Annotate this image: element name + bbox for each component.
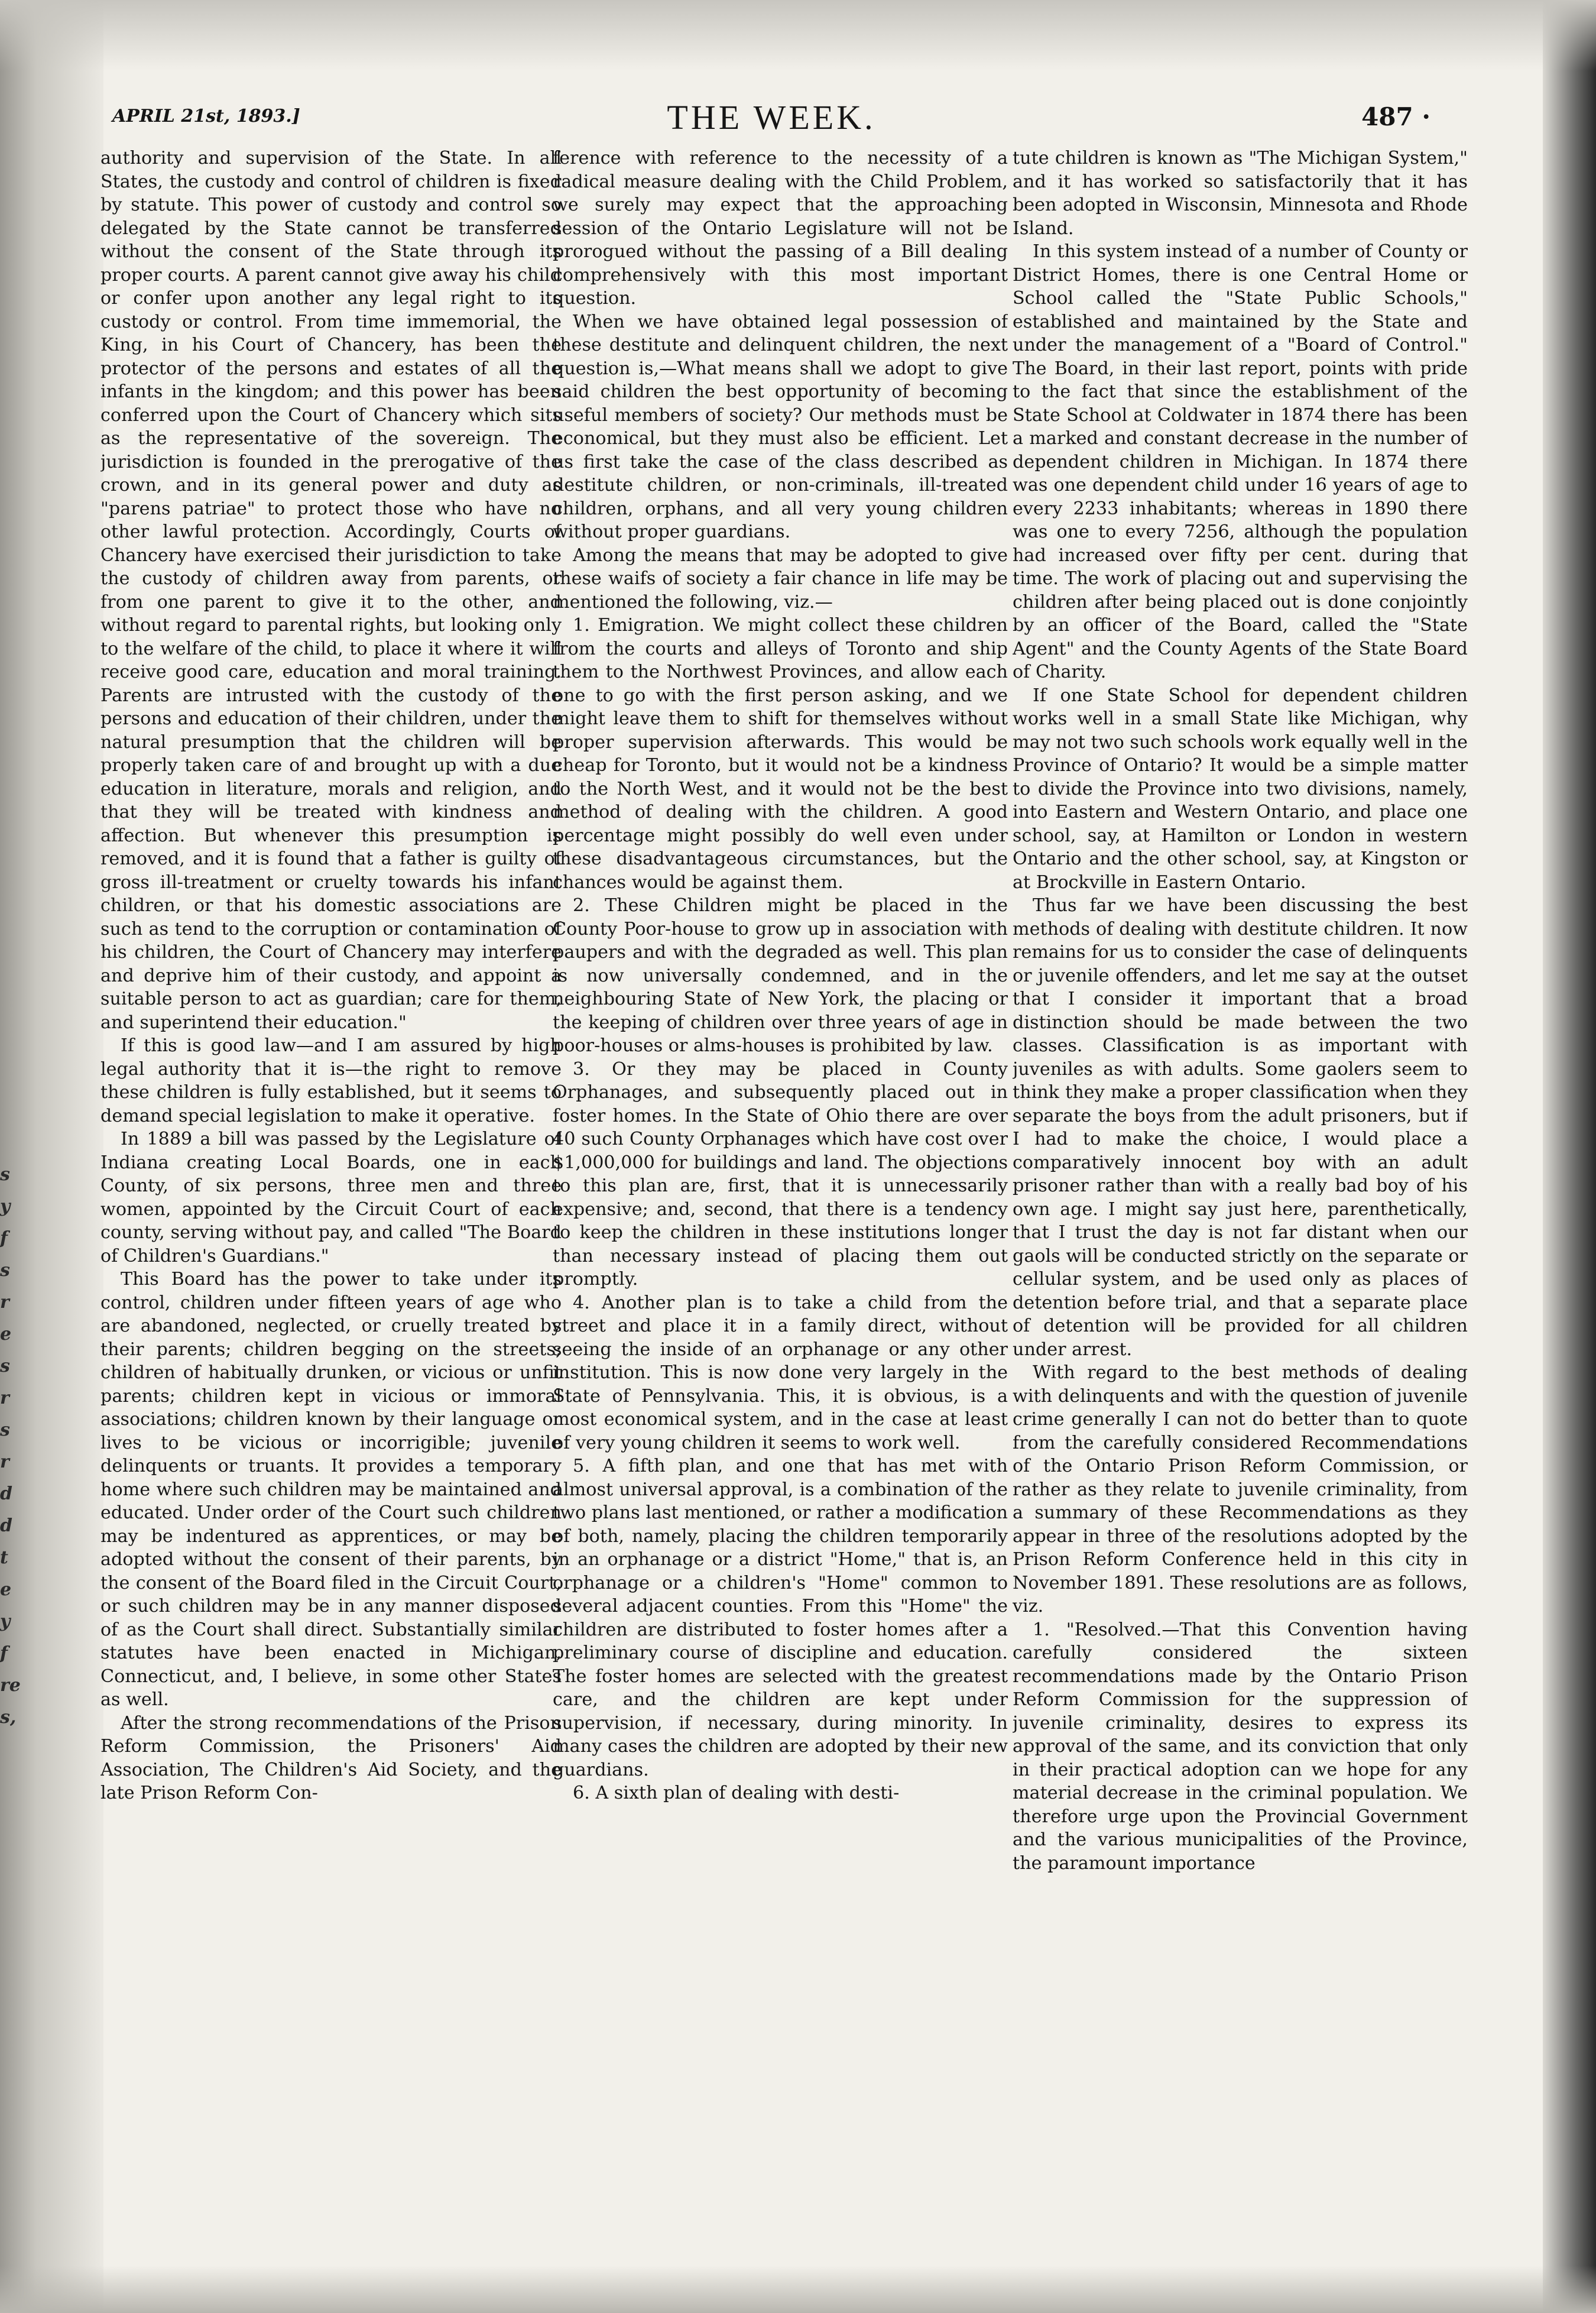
margin-fragment: s, bbox=[0, 1707, 17, 1728]
margin-fragment: s bbox=[0, 1260, 10, 1281]
margin-fragments bbox=[0, 1159, 24, 1734]
margin-fragment: re bbox=[0, 1675, 21, 1696]
margin-fragment: f bbox=[0, 1643, 8, 1664]
margin-fragment: t bbox=[0, 1547, 8, 1568]
paragraph: 5. A fifth plan, and one that has met with almost universal approval, is a combination of the two plans last mentioned, or rather a modification of both, namely, placing the children temporarily in an orphanage or a district "Home," that is, an orphanage or a children's "Home" common to several adjacent counties. From this "Home" the children are distributed to foster homes after a preliminary course of discipline and education. The foster homes are selected with the greatest care, and the children are kept under supervision, if necessary, during minority. In many cases the children are adopted by their new guardians. bbox=[553, 1456, 1008, 1780]
text-column-1 bbox=[100, 147, 562, 2299]
paragraph: Thus far we have been discussing the best methods of dealing with destitute children. It now remains for us to consider the case of delinquents or juvenile offenders, and let me say at the outset that I consider it important that a broad distinction should be made between the two classes. Classification is as important with juveniles as with adults. Some gaolers seem to think they make a proper classification when they separate the boys from the adult prisoners, but if I had to make the choice, I would place a comparatively innocent boy with an adult prisoner rather than with a really bad boy of his own age. I might say just here, parenthetically, that I trust the day is not far distant when our gaols will be conducted strictly on the separate or cellular system, and be used only as places of detention before trial, and that a separate place of detention will be provided for all children under arrest. bbox=[1013, 895, 1468, 1360]
margin-fragment: r bbox=[0, 1388, 9, 1408]
paragraph: tute children is known as "The Michigan System," and it has worked so satisfactorily that it has been adopted in Wisconsin, Minnesota and Rhode Island. bbox=[1013, 148, 1468, 239]
margin-fragment: e bbox=[0, 1324, 12, 1345]
page-shadow-top bbox=[0, 0, 1596, 71]
paragraph: authority and supervision of the State. In all States, the custody and control of children is fixed by statute. This power of custody and control so delegated by the State cannot be transferred without the consent of the State through its proper courts. A parent cannot give away his child or confer upon another any legal right to its custody or control. From time immemorial, the King, in his Court of Chancery, has been the protector of the persons and estates of all the infants in the kingdom; and this power has been conferred upon the Court of Chancery which sits as the representative of the sovereign. The jurisdiction is founded in the prerogative of the crown, and in its general power and duty as "parens patriae" to protect those who have no other lawful protection. Accordingly, Courts of Chancery have exercised their jurisdiction to take the custody of children away from parents, or from one parent to give it to the other, and without regard to parental rights, but looking only to the welfare of the child, to place it where it will receive good care, education and moral training. Parents are intrusted with the custody of the persons and education of their children, under the natural presumption that the children will be properly taken care of and brought up with a due education in literature, morals and religion, and that they will be treated with kindness and affection. But whenever this presumption is removed, and it is found that a father is guilty of gross ill-treatment or cruelty towards his infant children, or that his domestic associations are such as tend to the corruption or contamination of his children, the Court of Chancery may interfere and deprive him of their custody, and appoint a suitable person to act as guardian; care for them, and superintend their education." bbox=[100, 148, 562, 1033]
margin-fragment: d bbox=[0, 1483, 12, 1504]
paragraph: Among the means that may be adopted to give these waifs of society a fair chance in life may be mentioned the following, viz.— bbox=[553, 545, 1008, 613]
margin-fragment: y bbox=[0, 1611, 11, 1632]
paragraph: 6. A sixth plan of dealing with desti- bbox=[573, 1783, 900, 1803]
page-edge-shadow-right bbox=[1543, 0, 1596, 2313]
margin-fragment: d bbox=[0, 1515, 12, 1536]
margin-fragment: r bbox=[0, 1292, 9, 1313]
paragraph: With regard to the best methods of dealing with delinquents and with the question of juvenile crime generally I can not do better than to quote from the carefully considered Recommendations of the Ontario Prison Reform Commission, or rather as they relate to juvenile criminality, from a summary of these Recommendations as they appear in three of the resolutions adopted by the Prison Reform Conference held in this city in November 1891. These resolutions are as follows, viz. bbox=[1013, 1362, 1468, 1616]
paragraph: This Board has the power to take under its control, children under fifteen years of age who are abandoned, neglected, or cruelly treated by their parents; children begging on the streets; children of habitually drunken, or vicious or unfit parents; children kept in vicious or immoral associations; children known by their language or lives to be vicious or incorrigible; juvenile delinquents or truants. It provides a temporary home where such children may be maintained and educated. Under order of the Court such children may be indentured as apprentices, or may be adopted without the consent of their parents, by the consent of the Board filed in the Circuit Court, or such children may be in any manner disposed of as the Court shall direct. Substantially similar statutes have been enacted in Michigan, Connecticut, and, I believe, in some other States as well. bbox=[100, 1269, 562, 1710]
paragraph: In 1889 a bill was passed by the Legislature of Indiana creating Local Boards, one in each County, of six persons, three men and three women, appointed by the Circuit Court of each county, serving without pay, and called "The Board of Children's Guardians." bbox=[100, 1129, 562, 1266]
margin-fragment: s bbox=[0, 1164, 10, 1185]
paragraph: After the strong recommendations of the Prison Reform Commission, the Prisoners' Aid Association, The Children's Aid Society, and the late Prison Reform Con- bbox=[100, 1712, 562, 1803]
paragraph: ference with reference to the necessity of a radical measure dealing with the Child Problem, we surely may expect that the approaching session of the Ontario Legislature will not be prorogued without the passing of a Bill dealing comprehensively with this most important question. bbox=[553, 148, 1008, 309]
margin-fragment: s bbox=[0, 1420, 10, 1440]
issue-date: APRIL 21st, 1893.] bbox=[112, 106, 300, 127]
text-column-3 bbox=[1013, 147, 1468, 2299]
margin-fragment: y bbox=[0, 1196, 11, 1217]
paragraph: When we have obtained legal possession of these destitute and delinquent children, the next question is,—What means shall we adopt to give said children the best opportunity of becoming useful members of society? Our methods must be economical, but they must also be efficient. Let us first take the case of the class described as destitute children, or non-criminals, ill-treated children, orphans, and all very young children without proper guardians. bbox=[553, 311, 1008, 542]
paragraph: 4. Another plan is to take a child from the street and place it in a family direct, without seeing the inside of an orphanage or any other institution. This is now done very largely in the State of Pennsylvania. This, it is obvious, is a most economical system, and in the case at least of very young children it seems to work well. bbox=[553, 1292, 1008, 1453]
margin-fragment: r bbox=[0, 1452, 9, 1472]
paragraph: 3. Or they may be placed in County Orphanages, and subsequently placed out in foster homes. In the State of Ohio there are over 40 such County Orphanages which have cost over $1,000,000 for buildings and land. The objections to this plan are, first, that it is unnecessarily expensive; and, second, that there is a tendency to keep the children in these institutions longer than necessary instead of placing them out promptly. bbox=[553, 1058, 1008, 1290]
page-header bbox=[112, 98, 1430, 145]
margin-fragment: e bbox=[0, 1579, 12, 1600]
paragraph: If one State School for dependent children works well in a small State like Michigan, why may not two such schools work equally well in the Province of Ontario? It would be a simple matter to divide the Province into two divisions, namely, into Eastern and Western Ontario, and place one school, say, at Hamilton or London in western Ontario and the other school, say, at Kingston or at Brockville in Eastern Ontario. bbox=[1013, 685, 1468, 893]
margin-fragment: f bbox=[0, 1228, 8, 1249]
paragraph: 1. Emigration. We might collect these children from the courts and alleys of Toronto and ship them to the Northwest Provinces, and allow each one to go with the first person asking, and we might leave them to shift for themselves without proper supervision afterwards. This would be cheap for Toronto, but it would not be a kindness to the North West, and it would not be the best method of dealing with the children. A good percentage might possibly do well even under these disadvantageous circumstances, but the chances would be against them. bbox=[553, 615, 1008, 893]
paragraph: 2. These Children might be placed in the County Poor-house to grow up in association with paupers and with the degraded as well. This plan is now universally condemned, and in the neighbouring State of New York, the placing or the keeping of children over three years of age in poor-houses or alms-houses is prohibited by law. bbox=[553, 895, 1008, 1056]
paragraph: In this system instead of a number of County or District Homes, there is one Central Home or School called the "State Public Schools," established and maintained by the State and under the management of a "Board of Control." The Board, in their last report, points with pride to the fact that since the establishment of the State School at Coldwater in 1874 there has been a marked and constant decrease in the number of dependent children in Michigan. In 1874 there was one dependent child under 16 years of age to every 2233 inhabitants; whereas in 1890 there was one to every 7256, although the population had increased over fifty per cent. during that time. The work of placing out and supervising the children after being placed out is done conjointly by an officer of the Board, called the "State Agent" and the County Agents of the State Board of Charity. bbox=[1013, 241, 1468, 682]
page-gutter-shadow-left bbox=[0, 0, 103, 2313]
page-number: 487 · bbox=[1361, 102, 1430, 131]
publication-title: THE WEEK. bbox=[667, 98, 876, 137]
paragraph: If this is good law—and I am assured by high legal authority that it is—the right to remove these children is fully established, but it seems to demand special legislation to make it operative. bbox=[100, 1035, 562, 1126]
paragraph: 1. "Resolved.—That this Convention having carefully considered the sixteen recommendations made by the Ontario Prison Reform Commission for the suppression of juvenile criminality, desires to express its approval of the same, and its conviction that only in their practical adoption can we hope for any material decrease in the criminal population. We therefore urge upon the Provincial Government and the various municipalities of the Province, the paramount importance bbox=[1013, 1619, 1468, 1874]
text-column-2 bbox=[553, 147, 1008, 2299]
margin-fragment: s bbox=[0, 1356, 10, 1376]
